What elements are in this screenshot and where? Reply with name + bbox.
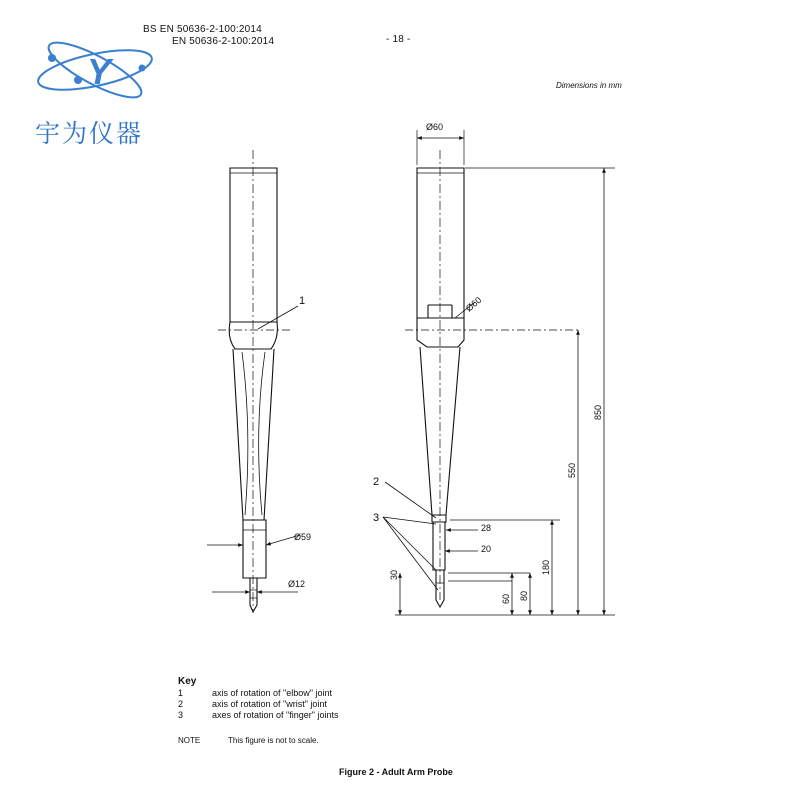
diameter-59-label: Ø59 xyxy=(294,532,312,542)
side-view xyxy=(383,130,615,615)
key-item xyxy=(178,688,332,698)
key-item-number: 1 xyxy=(178,688,184,698)
callout-3-label: 3 xyxy=(373,512,380,524)
key-item-text: axis of rotation of "elbow" joint xyxy=(212,688,332,698)
dim-30-label: 30 xyxy=(389,569,399,580)
diameter-12-label: Ø12 xyxy=(288,579,306,589)
logo-mark: Y xyxy=(87,51,112,92)
dim-20-label: 20 xyxy=(481,544,492,554)
note xyxy=(178,736,319,745)
key-title: Key xyxy=(178,676,197,687)
callout-2-label: 2 xyxy=(373,476,380,488)
callout-1-label: 1 xyxy=(299,295,306,307)
figure-caption: Figure 2 - Adult Arm Probe xyxy=(339,767,453,777)
key-item-text: axes of rotation of "finger" joints xyxy=(212,710,339,720)
page-number: - 18 - xyxy=(386,34,411,45)
key-item-number: 2 xyxy=(178,699,184,709)
dim-80-label: 80 xyxy=(519,590,529,601)
dim-850-label: 850 xyxy=(593,404,603,420)
dim-550-label: 550 xyxy=(567,462,577,478)
note-text: This figure is not to scale. xyxy=(228,736,319,745)
standard-reference-2: EN 50636-2-100:2014 xyxy=(172,36,275,47)
note-label: NOTE xyxy=(178,736,201,745)
key-item-text: axis of rotation of "wrist" joint xyxy=(212,699,327,709)
diameter-60-top-label: Ø60 xyxy=(426,122,444,132)
dim-60-label: 60 xyxy=(501,593,511,604)
company-name: 宇为仪器 xyxy=(35,119,144,148)
key-item xyxy=(178,699,327,709)
units-note: Dimensions in mm xyxy=(556,81,622,90)
key-item-number: 3 xyxy=(178,710,184,720)
front-view xyxy=(207,150,300,612)
key-item xyxy=(178,710,338,720)
dim-28-label: 28 xyxy=(481,523,492,533)
standard-reference-1: BS EN 50636-2-100:2014 xyxy=(143,24,262,35)
dim-180-label: 180 xyxy=(541,559,551,575)
diameter-60-joint-label: Ø60 xyxy=(463,294,484,314)
